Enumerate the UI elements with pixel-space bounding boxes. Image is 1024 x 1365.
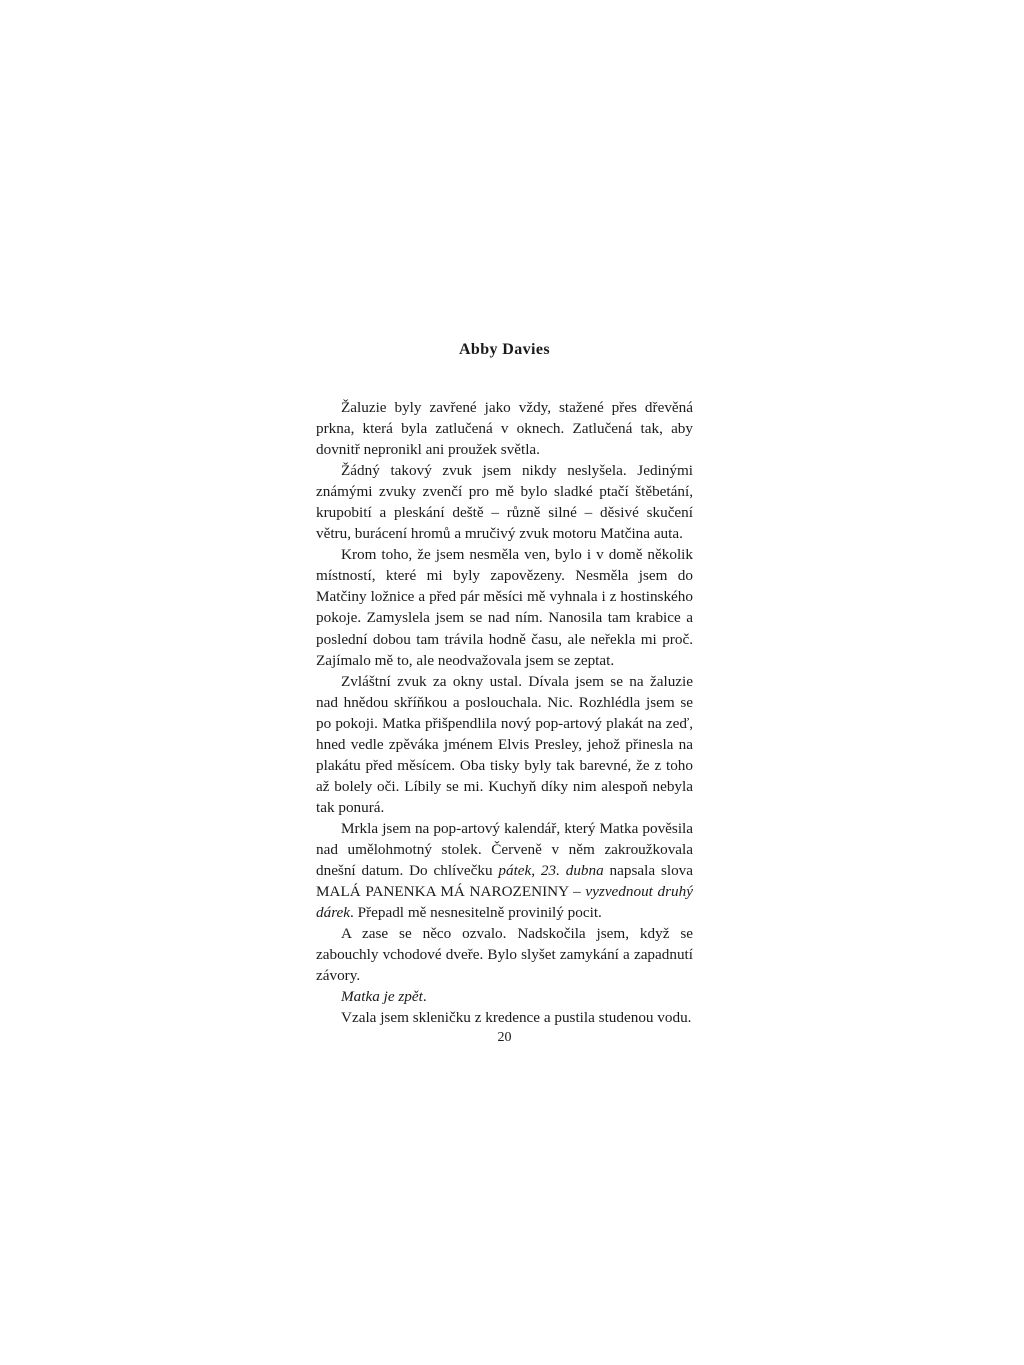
text-segment: Vzala jsem skleničku z kredence a pustila studenou vodu. (341, 1009, 692, 1027)
paragraph (316, 544, 693, 670)
paragraph (316, 818, 693, 923)
italic-date: pátek, 23. dubna (498, 862, 604, 880)
paragraph (316, 1007, 693, 1028)
page-number: 20 (497, 1030, 512, 1045)
text-segment: napsala slova MALÁ PANENKA MÁ NAROZENINY – (316, 862, 694, 901)
paragraph (316, 923, 693, 986)
paragraph (316, 671, 693, 818)
text-segment: Žaluzie byly zavřené jako vždy, stažené přes dřevěná prkna, která byla zatlučená v oknech. Zatlučená tak, aby dovnitř nepronikl ani proužek světla. (316, 399, 693, 459)
text-segment: . Přepadl mě nesnesitelně provinilý pocit. (350, 904, 602, 922)
text-segment: Mrkla jsem na pop-artový kalendář, který Matka pověsila nad umělohmotný stolek. Červeně v něm zakroužkovala dnešní datum. Do chlívečku (316, 819, 693, 880)
italic-note: vyzvednout druhý dárek (316, 883, 693, 922)
paragraph (316, 460, 693, 544)
text-segment: Žádný takový zvuk jsem nikdy neslyšela. Jedinými známými zvuky zvenčí pro mě bylo sladké ptačí štěbetání, krupobití a pleskání deště – různě silné – děsivé skučení větru, burácení hromů a mručivý zvuk motoru Matčina auta. (316, 462, 693, 543)
running-head-author: Abby Davies (458, 341, 551, 358)
text-segment: Zvláštní zvuk za okny ustal. Dívala jsem se na žaluzie nad hnědou skříňkou a poslouchala. Nic. Rozhlédla jsem se po pokoji. Matka přišpendlila nový pop-artový plakát na zeď, hned vedle zpěváka jménem Elvis Presley, jehož přinesla na plakátu před měsícem. Oba tisky byly tak barevné, že z toho až bolely oči. Líbily se mi. Kuchyň díky nim alespoň nebyla tak ponurá. (316, 672, 693, 816)
body-text (316, 397, 693, 1028)
paragraph (316, 397, 693, 460)
italic-thought: Matka je zpět (341, 988, 423, 1006)
text-segment: Krom toho, že jsem nesměla ven, bylo i v domě několik místností, které mi byly zapovězeny. Nesměla jsem do Matčiny ložnice a před pár měsíci mě vyhnala i z hostinského pokoje. Zamyslela jsem se nad ním. Nanosila tam krabice a poslední dobou tam trávila hodně času, ale neřekla mi proč. Zajímalo mě to, ale neodvažovala jsem se zeptat. (316, 546, 693, 669)
text-segment: . (422, 988, 427, 1006)
paragraph (316, 986, 693, 1007)
text-segment: A zase se něco ozvalo. Nadskočila jsem, když se zabouchly vchodové dveře. Bylo slyšet zamykání a zapadnutí závory. (316, 925, 693, 985)
